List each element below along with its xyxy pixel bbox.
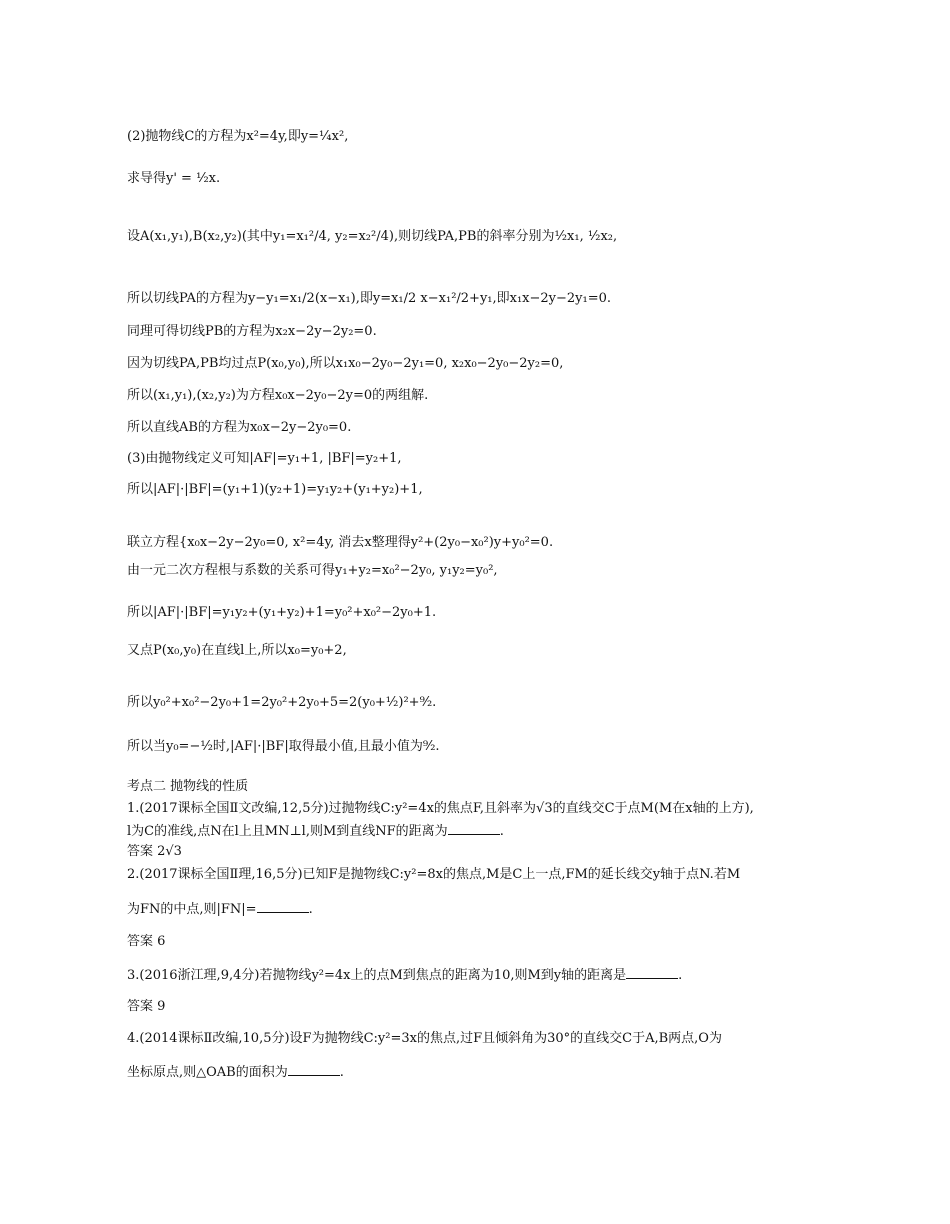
text-line: 求导得y' = ¹⁄₂x. xyxy=(127,171,221,186)
answer-blank xyxy=(288,1063,340,1076)
question-2-line-2 xyxy=(127,900,313,919)
question-end: . xyxy=(678,968,683,983)
text-line: 设A(x₁,y₁),B(x₂,y₂)(其中y₁=x₁²/4, y₂=x₂²/4),则切线PA,PB的斜率分别为¹⁄₂x₁, ¹⁄₂x₂, xyxy=(127,229,618,244)
text-line: 由一元二次方程根与系数的关系可得y₁+y₂=x₀²−2y₀, y₁y₂=y₀², xyxy=(127,563,498,578)
answer-3: 答案 9 xyxy=(127,999,166,1014)
text-line: 又点P(x₀,y₀)在直线l上,所以x₀=y₀+2, xyxy=(127,643,347,658)
section-title: 考点二 抛物线的性质 xyxy=(127,779,249,794)
answer-blank xyxy=(257,900,309,913)
answer-blank xyxy=(448,822,500,835)
text-line: 所以(x₁,y₁),(x₂,y₂)为方程x₀x−2y₀−2y=0的两组解. xyxy=(127,388,429,403)
answer-2: 答案 6 xyxy=(127,934,166,949)
question-end: . xyxy=(499,824,504,839)
question-4-line-2 xyxy=(127,1063,344,1082)
question-text: 坐标原点,则△OAB的面积为 xyxy=(127,1065,288,1080)
text-line: 所以当y₀=−¹⁄₂时,|AF|·|BF|取得最小值,且最小值为⁹⁄₂. xyxy=(127,739,440,754)
text-line: 所以切线PA的方程为y−y₁=x₁/2(x−x₁),即y=x₁/2 x−x₁²/2+y₁,即x₁x−2y−2y₁=0. xyxy=(127,291,612,306)
text-line: 所以|AF|·|BF|=y₁y₂+(y₁+y₂)+1=y₀²+x₀²−2y₀+1. xyxy=(127,605,437,620)
question-3 xyxy=(127,966,682,985)
question-end: . xyxy=(308,902,313,917)
question-2-line-1: 2.(2017课标全国Ⅱ理,16,5分)已知F是抛物线C:y²=8x的焦点,M是C上一点,FM的延长线交y轴于点N.若M xyxy=(127,867,741,882)
question-4-line-1: 4.(2014课标Ⅱ改编,10,5分)设F为抛物线C:y²=3x的焦点,过F且倾斜角为30°的直线交C于A,B两点,O为 xyxy=(127,1031,722,1046)
question-1-line-1: 1.(2017课标全国Ⅱ文改编,12,5分)过抛物线C:y²=4x的焦点F,且斜率为√3的直线交C于点M(M在x轴的上方), xyxy=(127,801,754,816)
text-line: 所以直线AB的方程为x₀x−2y−2y₀=0. xyxy=(127,420,352,435)
text-line: 同理可得切线PB的方程为x₂x−2y−2y₂=0. xyxy=(127,324,377,339)
question-text: l为C的准线,点N在l上且MN⊥l,则M到直线NF的距离为 xyxy=(127,824,448,839)
answer-blank xyxy=(626,966,678,979)
question-text: 为FN的中点,则|FN|= xyxy=(127,902,257,917)
question-text: 3.(2016浙江理,9,4分)若抛物线y²=4x上的点M到焦点的距离为10,则M到y轴的距离是 xyxy=(127,968,627,983)
text-line: 联立方程{x₀x−2y−2y₀=0, x²=4y, 消去x整理得y²+(2y₀−x₀²)y+y₀²=0. xyxy=(127,535,554,550)
text-line: (3)由抛物线定义可知|AF|=y₁+1, |BF|=y₂+1, xyxy=(127,451,402,466)
question-end: . xyxy=(339,1065,344,1080)
text-line: 因为切线PA,PB均过点P(x₀,y₀),所以x₁x₀−2y₀−2y₁=0, x₂x₀−2y₀−2y₂=0, xyxy=(127,356,564,371)
answer-1: 答案 2√3 xyxy=(127,844,182,859)
text-line: 所以y₀²+x₀²−2y₀+1=2y₀²+2y₀+5=2(y₀+¹⁄₂)²+⁹⁄₂. xyxy=(127,695,437,710)
question-1-line-2 xyxy=(127,822,504,841)
text-line: (2)抛物线C的方程为x²=4y,即y=¹⁄₄x², xyxy=(127,129,349,144)
text-line: 所以|AF|·|BF|=(y₁+1)(y₂+1)=y₁y₂+(y₁+y₂)+1, xyxy=(127,482,423,497)
